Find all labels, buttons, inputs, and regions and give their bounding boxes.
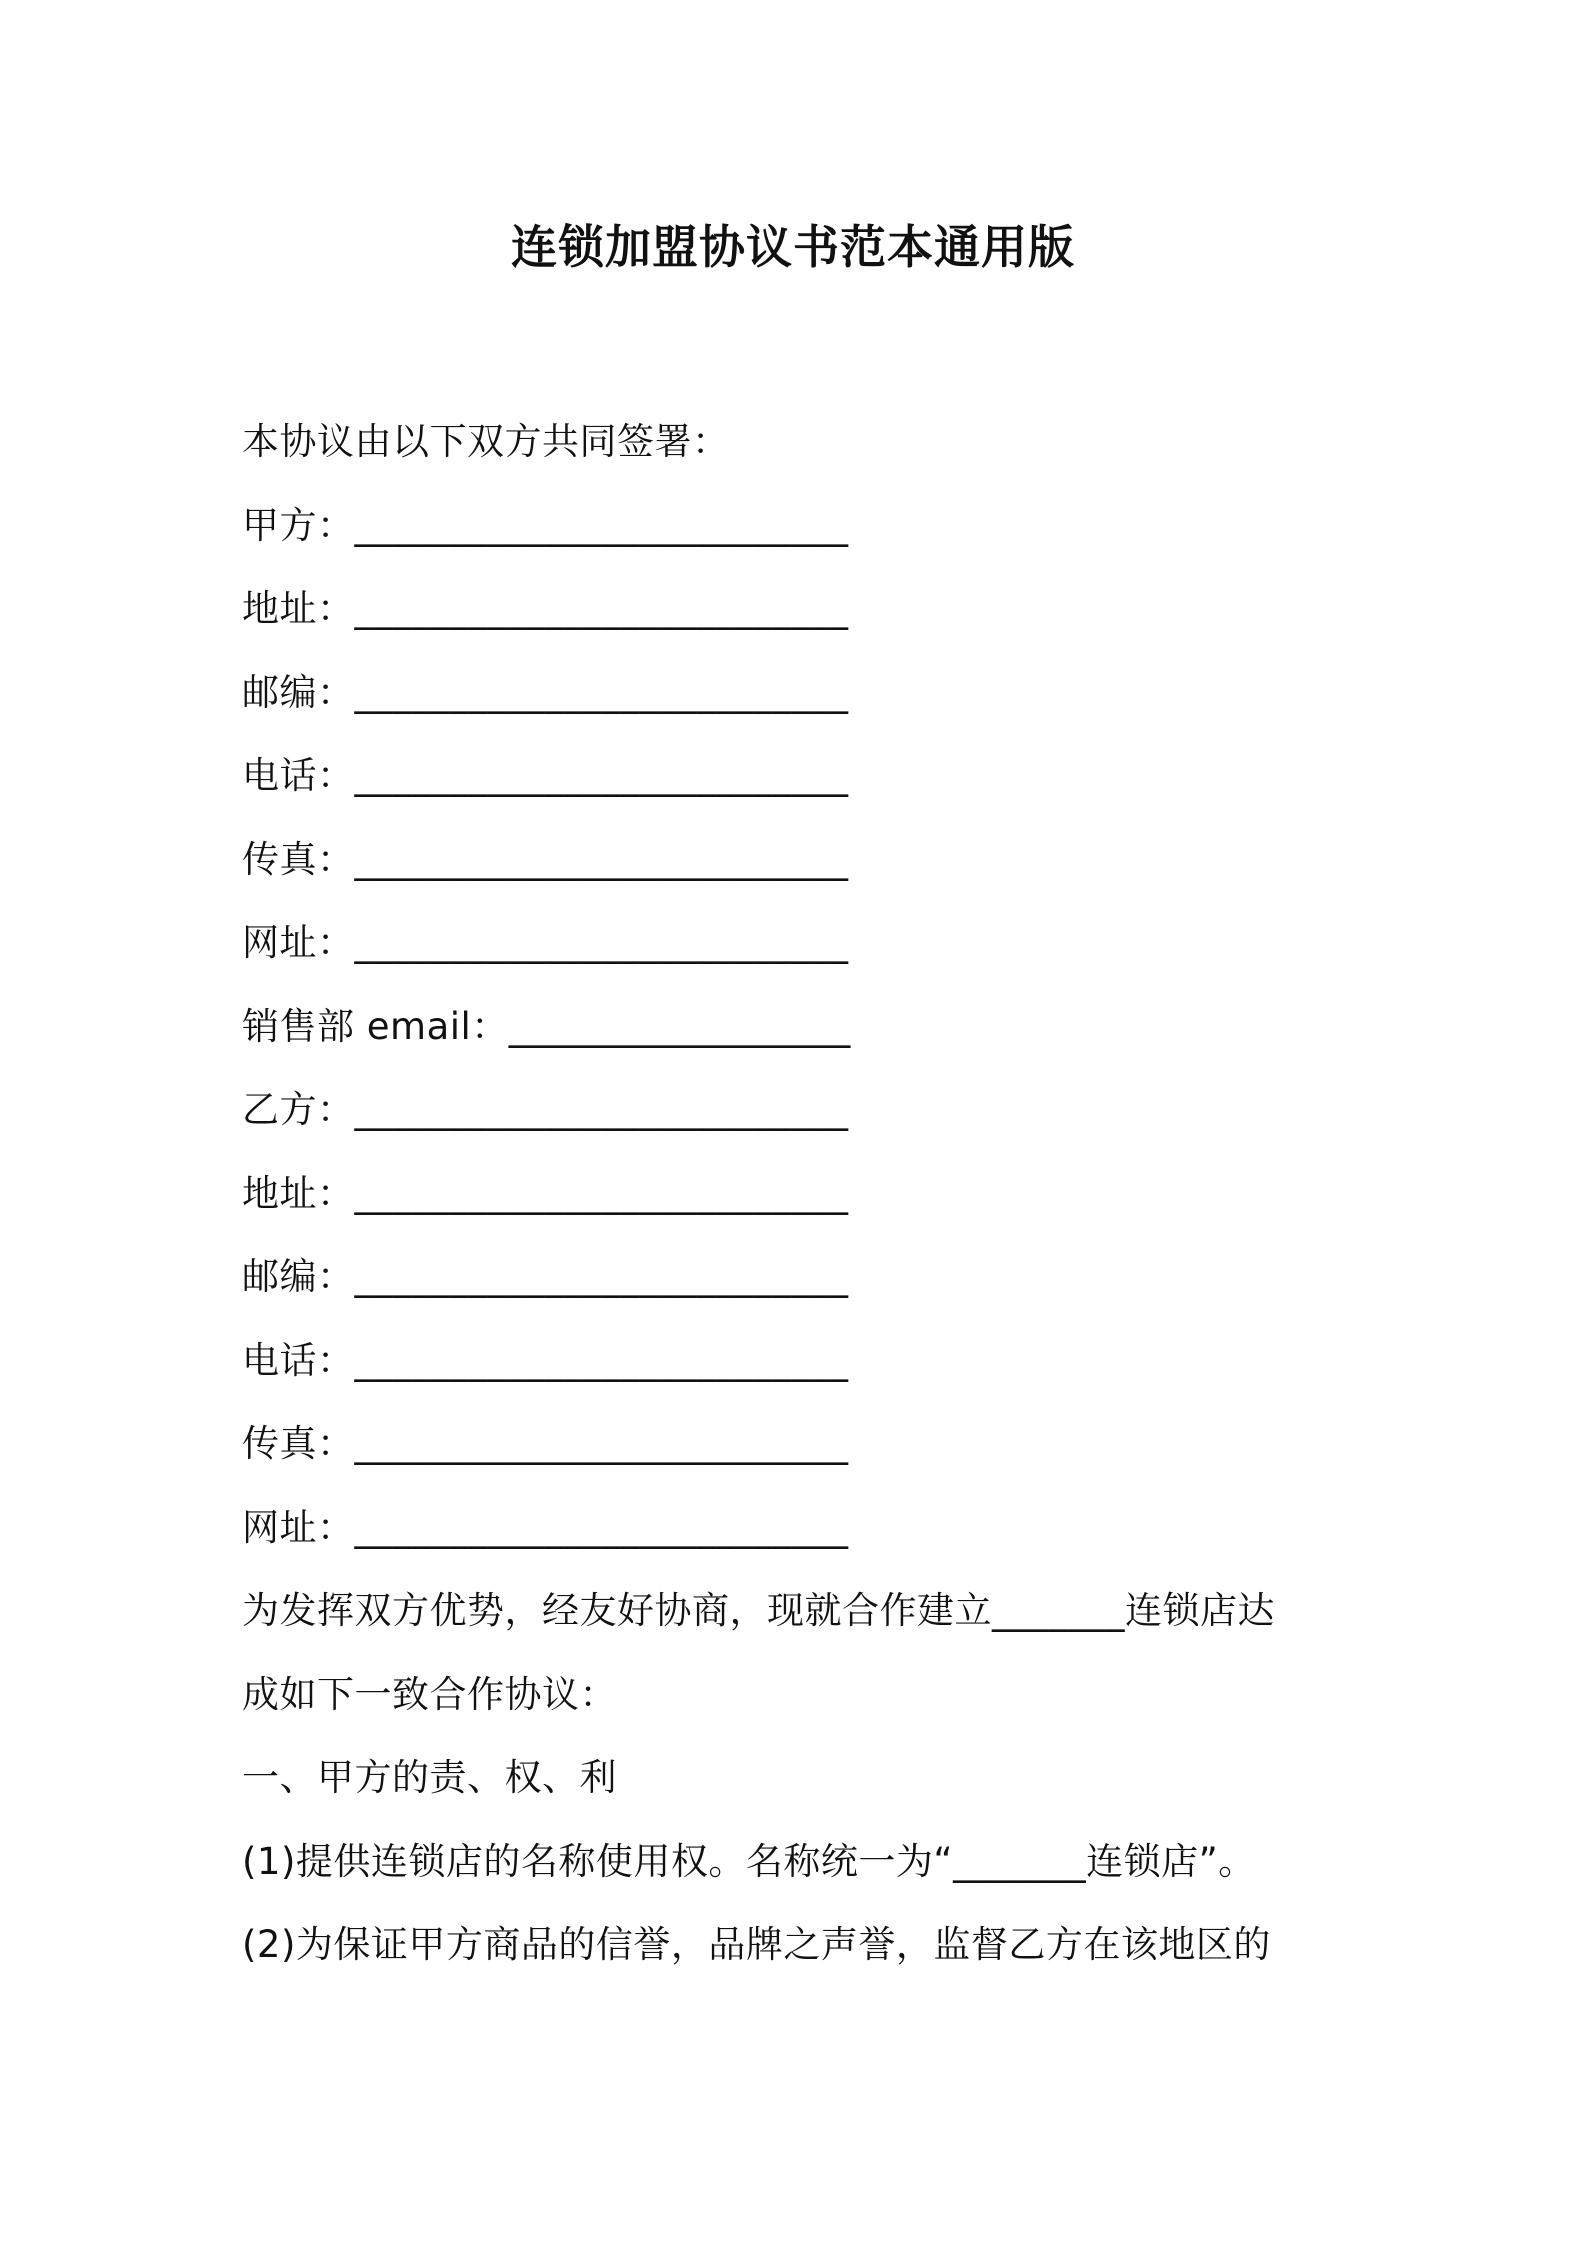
section-1-heading: 一、甲方的责、权、利 [242, 1756, 617, 1799]
clause-1: (1)提供连锁店的名称使用权。名称统一为“_______连锁店”。 [242, 1839, 1256, 1883]
party-a-phone-field: 电话：__________________________ [242, 754, 849, 797]
document-body [242, 400, 1362, 1987]
party-b-name-field: 乙方：__________________________ [242, 1088, 849, 1131]
party-a-fax-field: 传真：__________________________ [242, 837, 849, 881]
party-b-phone-field: 电话：__________________________ [242, 1338, 849, 1382]
clause-2: (2)为保证甲方商品的信誉，品牌之声誉，监督乙方在该地区的 [242, 1923, 1271, 1966]
document-title: 连锁加盟协议书范本通用版 [511, 220, 1075, 274]
party-a-postcode-field: 邮编：__________________________ [242, 670, 849, 714]
preamble-line-1: 为发挥双方优势，经友好协商，现就合作建立_______连锁店达 [242, 1589, 1275, 1632]
party-a-sales-email-field: 销售部 email：__________________ [242, 1004, 851, 1048]
party-a-name-field: 甲方：__________________________ [242, 503, 849, 547]
party-b-postcode-field: 邮编：__________________________ [242, 1255, 849, 1298]
preamble-line-2: 成如下一致合作协议： [242, 1672, 617, 1716]
party-b-website-field: 网址：__________________________ [242, 1505, 849, 1549]
party-a-address-field: 地址：__________________________ [242, 587, 849, 630]
intro-line: 本协议由以下双方共同签署： [242, 420, 730, 463]
party-b-address-field: 地址：__________________________ [242, 1171, 849, 1215]
party-b-fax-field: 传真：__________________________ [242, 1422, 849, 1465]
party-a-website-field: 网址：__________________________ [242, 921, 849, 964]
